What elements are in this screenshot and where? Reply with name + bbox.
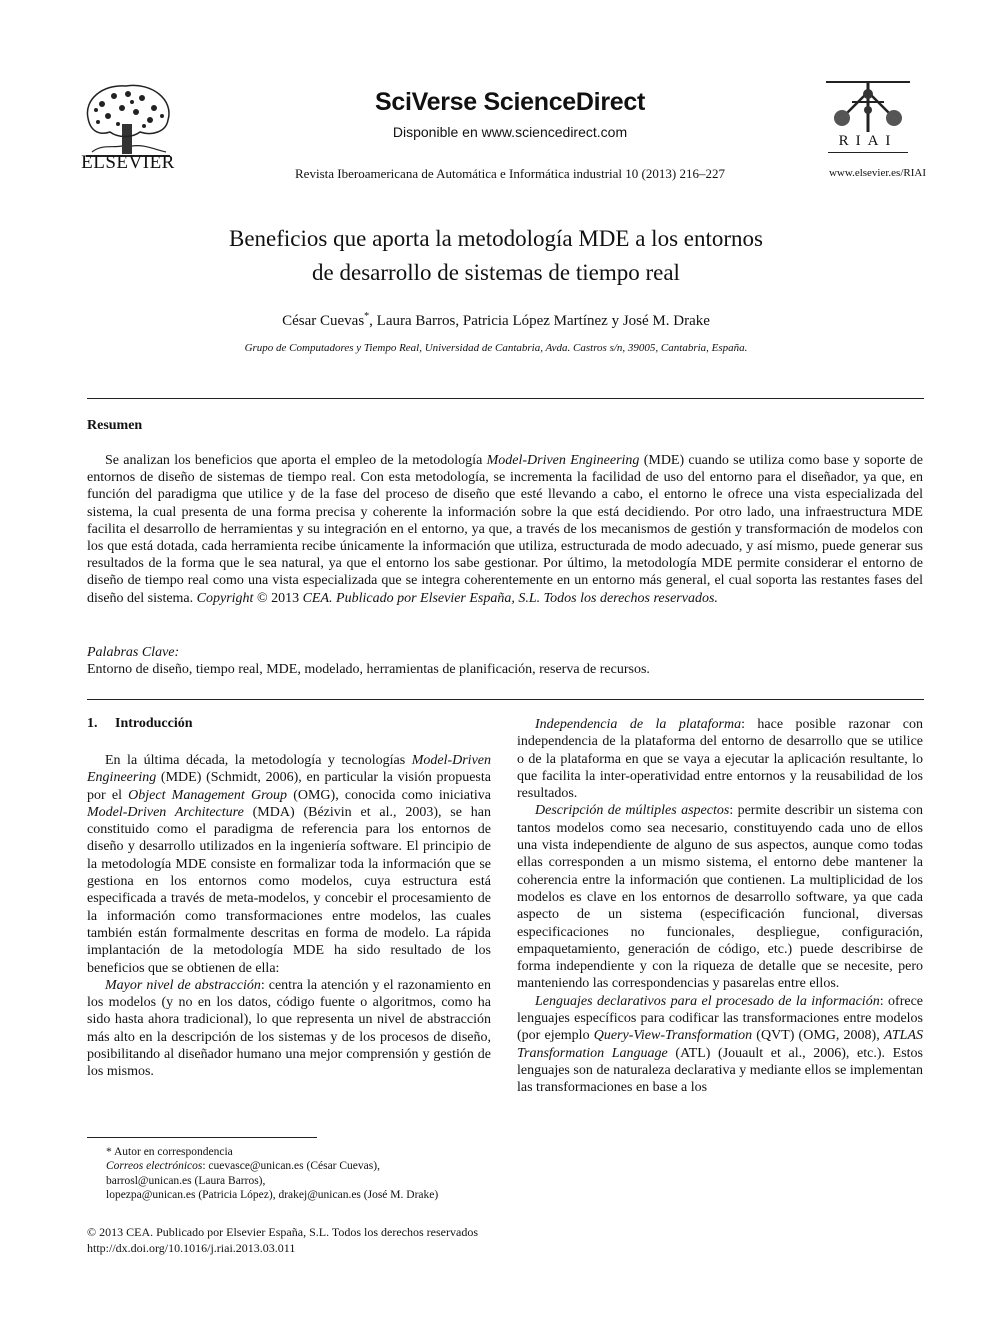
abstract-text: Se analizan los beneficios que aporta el empleo de la metodología: [105, 453, 487, 468]
footnote-email-line[interactable]: lopezpa@unican.es (Patricia López), drakej@unican.es (José M. Drake): [106, 1189, 439, 1202]
section-number: 1.: [87, 716, 98, 731]
abstract-text: © 2013: [253, 590, 303, 606]
text: : ofrece lenguajes específicos para codificar las transformaciones entre modelos (por ejemplo: [517, 993, 923, 1044]
affiliation: Grupo de Computadores y Tiempo Real, Universidad de Cantabria, Avda. Castros s/n, 39005, Cantabria, España.: [244, 342, 748, 354]
other-authors: , Laura Barros, Patricia López Martínez y José M. Drake: [369, 313, 710, 329]
corresponding-author: César Cuevas: [282, 313, 365, 329]
section-heading: [87, 716, 193, 732]
footnote-emails: [106, 1159, 526, 1173]
term: Independencia de la plataforma: [535, 717, 742, 732]
term: Object Management Group: [128, 787, 287, 803]
sciverse-brand: SciVerse ScienceDirect: [375, 88, 645, 116]
paragraph: [517, 716, 923, 802]
text: (OMG), conocida como iniciativa: [287, 787, 491, 803]
email-text[interactable]: : cuevasce@unican.es (César Cuevas),: [202, 1160, 380, 1173]
copyright-notice: © 2013 CEA. Publicado por Elsevier España, S.L. Todos los derechos reservados: [87, 1225, 478, 1239]
term: Model-Driven Architecture: [87, 804, 244, 820]
text: : hace posible razonar con independencia de la plataforma del entorno de desarrollo que se utilice o de la plataforma en que se vaya a ejecutar la aplicación resultante, lo que facilita la inter-operatividad entre entornos y la reusabilidad de los resultados.: [517, 717, 923, 802]
paper-title: [120, 222, 872, 290]
term: Descripción de múltiples aspectos: [535, 803, 730, 819]
text: : permite describir un sistema con tantos modelos como sea necesario, constituyendo cada uno de ellos una vista independiente de alguno de sus aspectos, aunque como todas ellas corresponden a un mismo sistema, el entorno debe mantener la coherencia entre la información que contienen. La multiplicidad de los modelos es clave en los entornos de desarrollo software, ya que cada aspecto de un sistema (especificación funcional, diversas especificaciones no funcionales, despliegue, configuración, empaquetamiento, generación de código, etc.) puede describirse de forma independiente y con la riqueza de detalle que se necesite, pero manteniendo las correspondencias y pasarelas entre ellos.: [517, 803, 924, 992]
riai-url[interactable]: www.elsevier.es/RIAI: [828, 167, 926, 179]
abstract-text: (MDE) cuando se utiliza como base y soporte de entornos de diseño de sistemas de tiempo real. Con esta metodología, se incrementa la facilidad de uso del entorno para el diseñador, ya que, en función del paradigma que utilice y de la fase del proceso de diseño que esté llevando a cabo, el entorno le ofrece una vista especializada del sistema, la cual presenta de una forma precisa y coherente la información sobre la que está decidiendo. Por otro lado, una infraestructura MDE facilita el desarrollo de herramientas y su integración en el entorno, ya que, a través de los mecanismos de gestión y transformación de modelos con los que está dotada, cada herramienta recibe únicamente la información que utiliza, estructurada de modo adecuado, y así mismo, puede generar sus resultados de la forma que le sea natural, ya que el entorno los sabe gestionar. Por último, la metodología MDE permite considerar el entorno de diseño de tiempo real como una vista especializada que se integra coherentemente en un entorno más general, el cual soporta las restantes fases del diseño del sistema.: [87, 453, 924, 606]
term: Mayor nivel de abstracción: [105, 977, 261, 993]
author-list: [120, 311, 872, 330]
footnote-email-line[interactable]: barrosl@unican.es (Laura Barros),: [106, 1174, 266, 1187]
text: (MDE) (Schmidt, 2006), en particular la visión propuesta por el: [87, 770, 491, 803]
paragraph: [87, 752, 491, 977]
left-column: [87, 752, 491, 1081]
term: ATLAS Transformation Language: [517, 1028, 924, 1061]
abstract-copyright-notice: CEA. Publicado por Elsevier España, S.L. Todos los derechos reservados.: [302, 590, 718, 606]
riai-name: RIAI: [838, 133, 898, 149]
emails-label: Correos electrónicos: [106, 1160, 203, 1173]
title-line-2: de desarrollo de sistemas de tiempo real: [312, 260, 680, 285]
section-title: Introducción: [115, 716, 193, 731]
text: (ATL) (Jouault et al., 2006), etc.). Estos lenguajes son de naturaleza declarativa y mediante ellos se implementan las transformaciones en base a los: [517, 1045, 924, 1096]
doi-link[interactable]: http://dx.doi.org/10.1016/j.riai.2013.03.011: [87, 1240, 296, 1255]
title-line-1: Beneficios que aporta la metodología MDE a los entornos: [229, 226, 763, 251]
footnote-rule: [87, 1137, 317, 1138]
right-column: [517, 716, 923, 1097]
term: Query-View-Transformation: [593, 1028, 753, 1044]
abstract-heading: Resumen: [87, 418, 143, 433]
abstract-divider: [87, 699, 924, 700]
text: : centra la atención y el razonamiento en los modelos (y no en los datos, código fuente o algoritmos, como ha sido hasta ahora tradicional), lo que representa un nivel de abstracción más alto en la descripción de los sistemas y de los procesos de diseño, posibilitando al diseñador humano una mejor comprensión y gestión de los mismos.: [87, 977, 491, 1080]
corresponding-mark: *: [364, 311, 370, 322]
keywords: Entorno de diseño, tiempo real, MDE, modelado, herramientas de planificación, reserva de recursos.: [87, 662, 650, 677]
footnote-corresponding: * Autor en correspondencia: [106, 1146, 233, 1158]
abstract-copyright-word: Copyright: [196, 590, 254, 606]
text: (MDA) (Bézivin et al., 2003), se han constituido como el paradigma de referencia para los entornos de diseño y desarrollo utilizados en la ingeniería software. El principio de la metodología MDE consiste en formalizar toda la información que se gestiona en los entornos como modelos, cuya estructura está especificada a través de meta-modelos, y concebir el procesamiento de la información como transformaciones entre modelos, las cuales también están formalmente descritas en forma de modelo. La rápida implantación de la metodología MDE ha sido resultado de los beneficios que se obtienen de ella:: [87, 804, 491, 976]
sciencedirect-availability[interactable]: Disponible en www.sciencedirect.com: [392, 124, 628, 140]
paragraph: [87, 977, 491, 1081]
abstract-body: [87, 452, 923, 607]
footnotes: [106, 1145, 526, 1203]
paragraph: [517, 802, 923, 992]
term: Model-Driven Engineering: [87, 753, 491, 786]
top-divider: [87, 398, 924, 399]
journal-citation: Revista Iberoamericana de Automática e Informática industrial 10 (2013) 216–227: [295, 166, 725, 181]
abstract-term: Model-Driven Engineering: [486, 453, 640, 468]
text: En la última década, la metodología y tecnologías: [105, 753, 412, 768]
paragraph: [517, 993, 923, 1097]
riai-underline: [828, 152, 908, 153]
term: Lenguajes declarativos para el procesado de la información: [535, 993, 880, 1009]
copyright-block: [87, 1225, 607, 1256]
keywords-heading: Palabras Clave:: [87, 645, 180, 660]
text: (QVT) (OMG, 2008),: [752, 1028, 884, 1044]
publisher-name: ELSEVIER: [81, 152, 175, 173]
